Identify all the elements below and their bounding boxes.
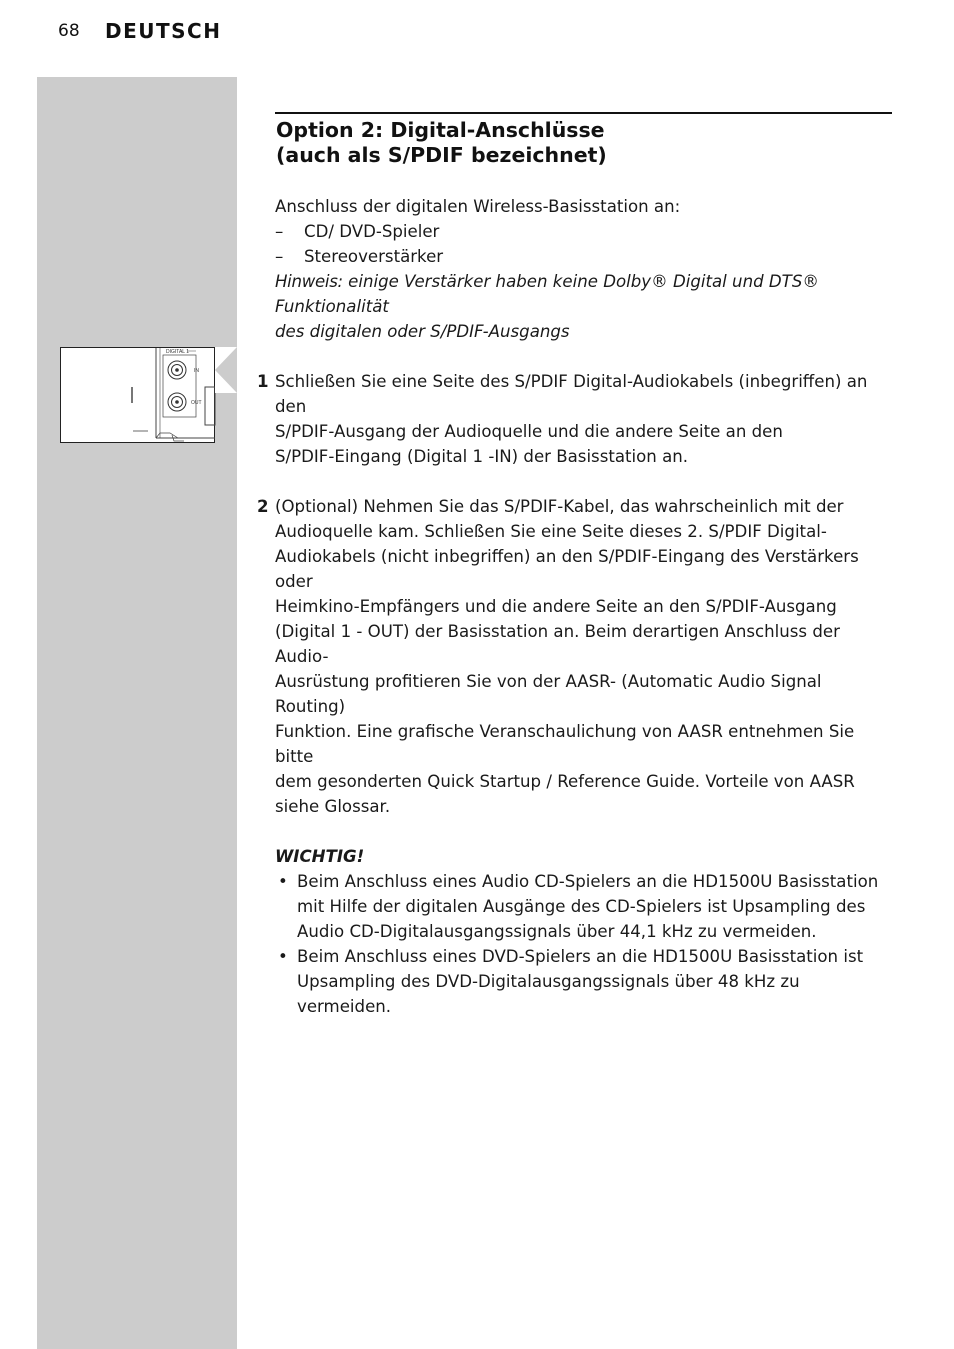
step-line: Audiokabels (nicht inbegriffen) an den S/PDIF-Eingang des Verstärkers oder [275, 547, 859, 591]
step-line: Schließen Sie eine Seite des S/PDIF Digital-Audiokabels (inbegriffen) an den [275, 372, 868, 416]
bullet-line: Upsampling des DVD-Digitalausgangssignals über 48 kHz zu vermeiden. [297, 972, 800, 1016]
step-line: Funktion. Eine grafische Veranschaulichung von AASR entnehmen Sie bitte [275, 722, 855, 766]
step-number: 1 [257, 372, 269, 391]
bullet-line: Audio CD-Digitalausgangssignals über 44,1 kHz zu vermeiden. [297, 922, 817, 941]
step-number: 2 [257, 497, 269, 516]
step-line: dem gesonderten Quick Startup / Reference Guide. Vorteile von AASR [275, 772, 855, 791]
note [275, 269, 895, 319]
intro-text: Anschluss der digitalen Wireless-Basisstation an: [275, 197, 681, 216]
device-list [275, 219, 895, 269]
main-content [257, 194, 895, 1019]
step-1 [257, 369, 895, 469]
note-label: Hinweis: [275, 272, 343, 291]
sidebar-panel [37, 77, 237, 1349]
important-heading: WICHTIG! [275, 847, 365, 866]
list-item: – Stereoverstärker [275, 244, 895, 269]
step-line: (Optional) Nehmen Sie das S/PDIF-Kabel, das wahrscheinlich mit der [275, 497, 844, 516]
important-list [275, 869, 895, 1019]
step-line: S/PDIF-Eingang (Digital 1 -IN) der Basisstation an. [275, 447, 689, 466]
section-heading [276, 118, 876, 168]
bullet-line: mit Hilfe der digitalen Ausgänge des CD-Spielers ist Upsampling des [297, 897, 866, 916]
step-line: Ausrüstung profitieren Sie von der AASR- (Automatic Audio Signal Routing) [275, 672, 822, 716]
bullet-line: • Beim Anschluss eines Audio CD-Spielers an die HD1500U Basisstation [297, 872, 879, 891]
figure-panel-label: DIGITAL 1 [166, 349, 190, 355]
section-heading-line1: Option 2: Digital-Anschlüsse [276, 118, 605, 142]
page-number: 68 [58, 21, 80, 41]
figure-in-label: IN [194, 368, 199, 374]
heading-rule [275, 112, 892, 114]
bullet-line: • Beim Anschluss eines DVD-Spielers an die HD1500U Basisstation ist [297, 947, 864, 966]
step-line: siehe Glossar. [275, 797, 391, 816]
list-item [275, 869, 895, 944]
step-line: Audioquelle kam. Schließen Sie eine Seite dieses 2. S/PDIF Digital- [275, 522, 827, 541]
digital-connector-figure [60, 347, 215, 443]
section-heading-line2: (auch als S/PDIF bezeichnet) [276, 143, 607, 167]
note-line2: des digitalen oder S/PDIF-Ausgangs [275, 322, 570, 341]
step-line: Heimkino-Empfängers und die andere Seite an den S/PDIF-Ausgang [275, 597, 837, 616]
list-item: – CD/ DVD-Spieler [275, 219, 895, 244]
step-line: (Digital 1 - OUT) der Basisstation an. Beim derartigen Anschluss der Audio- [275, 622, 840, 666]
figure-out-label: OUT [191, 400, 202, 406]
section-label: DEUTSCH [105, 19, 222, 43]
note-line1: einige Verstärker haben keine Dolby® Digital und DTS® Funktionalität [275, 272, 819, 316]
step-2 [257, 494, 895, 819]
list-item [275, 944, 895, 1019]
step-line: S/PDIF-Ausgang der Audioquelle und die andere Seite an den [275, 422, 783, 441]
